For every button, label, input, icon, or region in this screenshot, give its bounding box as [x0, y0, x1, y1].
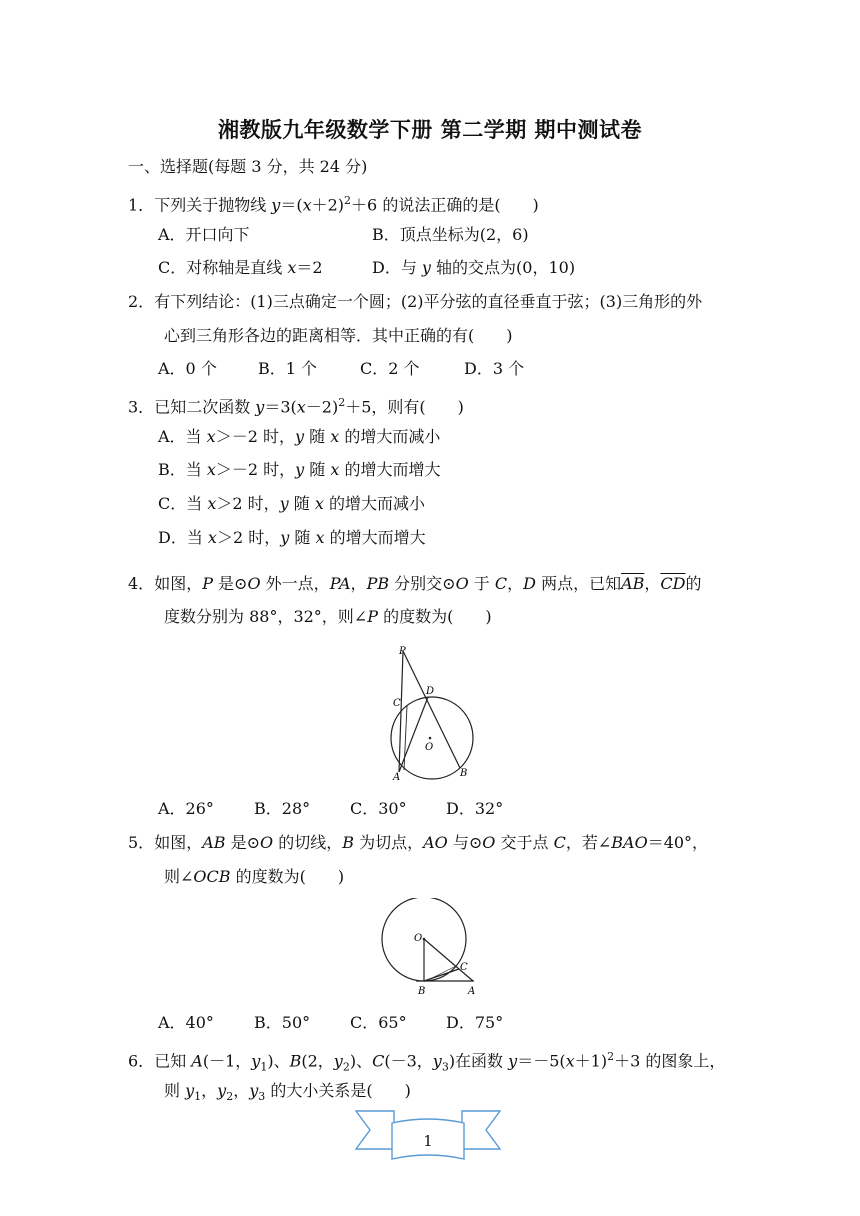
q4-label-b: B [460, 768, 468, 779]
q2-option-a: A．0 个 [158, 359, 217, 378]
ribbon-left-tail [356, 1111, 394, 1149]
q4-label-o: O [425, 742, 434, 753]
q5-label-b: B [418, 986, 426, 997]
q4-label-p: P [399, 646, 406, 657]
page-title: 湘教版九年级数学下册 第二学期 期中测试卷 [217, 118, 643, 142]
q1-option-d: D．与 y 轴的交点为(0，10) [372, 258, 576, 277]
question-5-cont: 则∠OCB 的度数为( ) [164, 867, 345, 886]
q4-center-dot [429, 737, 432, 740]
section-heading: 一、选择题(每题 3 分，共 24 分) [128, 157, 368, 176]
question-4-cont: 度数分别为 88°，32°，则∠P 的度数为( ) [164, 607, 492, 626]
question-6: 6．已知 A(－1，$y_1$)、B(2，$y_2$)、C(－3，$y_3$)在函数 $y=-5(x+1)^2+3$ 的图象上， [128, 1050, 726, 1074]
q4-figure [380, 640, 480, 785]
q4-label-c: C [393, 698, 401, 709]
q5-center-dot [423, 938, 426, 941]
q5-label-c: C [460, 962, 468, 973]
q4-option-d: D．32° [446, 799, 504, 818]
ribbon-right-tail [462, 1111, 500, 1149]
q4-option-a: A．26° [158, 799, 214, 818]
question-6-cont: 则 $y_1$，$y_2$，$y_3$ 的大小关系是( ) [164, 1081, 411, 1104]
question-4: 4．如图，P 是⊙O 外一点，PA，PB 分别交⊙O 于 C，D 两点，已知$\overline{AB}$，$\overline{CD}$的 [128, 574, 702, 593]
page-number: 1 [423, 1132, 433, 1150]
q5-label-o: O [414, 933, 423, 944]
question-5: 5．如图，AB 是⊙O 的切线，B 为切点，AO 与⊙O 交于点 C，若∠BAO＝40°， [128, 833, 709, 852]
q1-option-b: B．顶点坐标为(2，6) [372, 225, 529, 244]
q5-option-d: D．75° [446, 1013, 504, 1032]
q3-option-d: D．当 x＞2 时，y 随 x 的增大而增大 [158, 528, 426, 547]
arc-cd: $\overline{CD}$ [660, 574, 686, 593]
question-1: 1．下列关于抛物线 $y=(x+2)^2+6$ 的说法正确的是( ) [128, 194, 539, 215]
question-2-cont: 心到三角形各边的距离相等．其中正确的有( ) [164, 326, 513, 345]
q4-label-d: D [426, 686, 435, 697]
question-2: 2．有下列结论：(1)三点确定一个圆；(2)平分弦的直径垂直于弦；(3)三角形的外 [128, 292, 703, 311]
q4-chord-ca [404, 706, 407, 770]
q2-option-d: D．3 个 [464, 359, 525, 378]
q5-option-b: B．50° [254, 1013, 311, 1032]
q3-option-b: B．当 x＞－2 时，y 随 x 的增大而增大 [158, 460, 441, 479]
q5-option-c: C．65° [350, 1013, 407, 1032]
q3-option-c: C．当 x＞2 时，y 随 x 的增大而减小 [158, 494, 426, 513]
q3-option-a: A．当 x＞－2 时，y 随 x 的增大而减小 [158, 427, 441, 446]
q2-option-c: C．2 个 [360, 359, 420, 378]
arc-ab: $\overline{AB}$ [621, 574, 645, 593]
q5-figure [376, 898, 482, 1000]
q5-line-hatch [426, 966, 456, 981]
q5-option-a: A．40° [158, 1013, 214, 1032]
q4-option-b: B．28° [254, 799, 311, 818]
q1-option-c: C．对称轴是直线 x＝2 [158, 258, 323, 277]
q1-option-a: A．开口向下 [158, 225, 250, 244]
q4-line-pa [399, 651, 403, 772]
question-3: 3．已知二次函数 $y=3(x-2)^2+5$，则有( ) [128, 396, 464, 417]
q4-option-c: C．30° [350, 799, 407, 818]
q5-label-a: A [468, 986, 476, 997]
q4-label-a: A [393, 772, 401, 783]
q2-option-b: B．1 个 [258, 359, 318, 378]
